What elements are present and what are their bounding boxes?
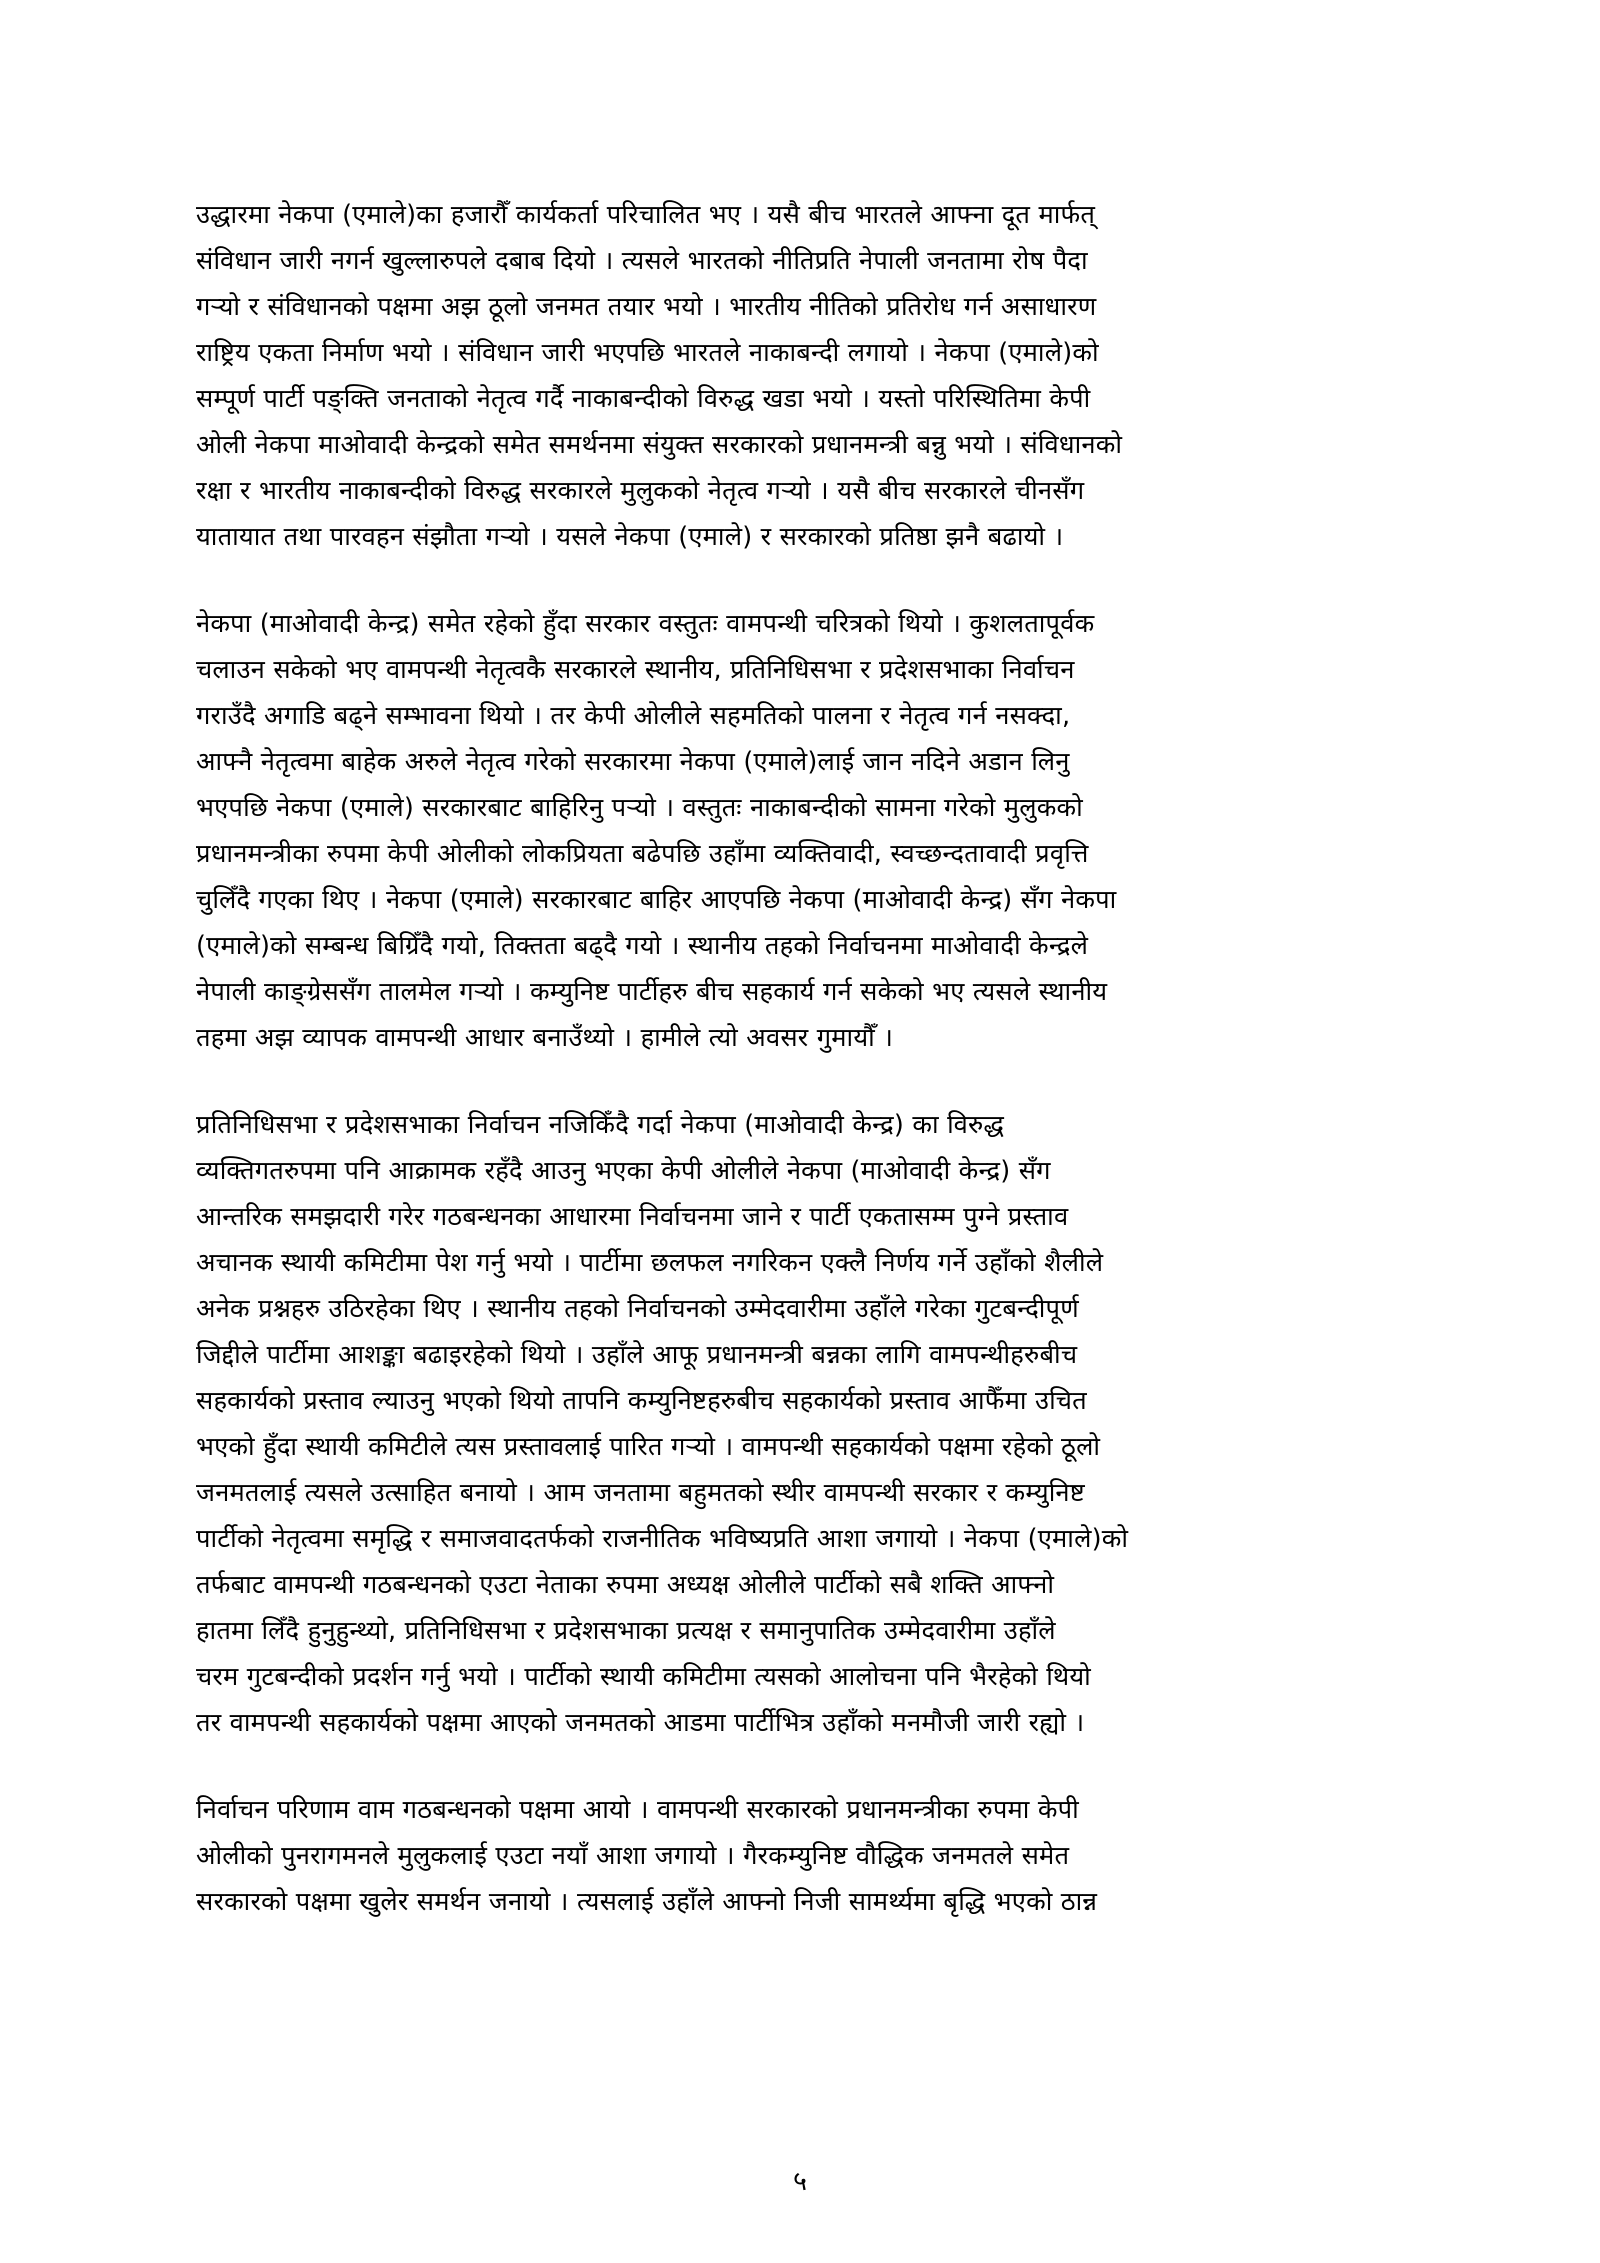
text-line: गऱ्यो र संविधानको पक्षमा अझ ठूलो जनमत तयार भयो । भारतीय नीतिको प्रतिरोध गर्न असाधारण — [196, 292, 1097, 322]
text-line: जिद्दीले पार्टीमा आशङ्का बढाइरहेको थियो । उहाँले आफू प्रधानमन्त्री बन्नका लागि वामपन्थीहरुबीच — [196, 1340, 1078, 1370]
text-line: पार्टीको नेतृत्वमा समृद्धि र समाजवादतर्फको राजनीतिक भविष्यप्रति आशा जगायो । नेकपा (एमाले)को — [196, 1524, 1129, 1554]
text-line: संविधान जारी नगर्न खुल्लारुपले दबाब दियो । त्यसले भारतको नीतिप्रति नेपाली जनतामा रोष पैदा — [196, 246, 1088, 276]
text-line: भएको हुँदा स्थायी कमिटीले त्यस प्रस्तावलाई पारित गऱ्यो । वामपन्थी सहकार्यको पक्षमा रहेको ठूलो — [196, 1432, 1101, 1462]
text-line: चुलिँदै गएका थिए । नेकपा (एमाले) सरकारबाट बाहिर आएपछि नेकपा (माओवादी केन्द्र) सँग नेकपा — [196, 885, 1117, 915]
text-line: तर वामपन्थी सहकार्यको पक्षमा आएको जनमतको आडमा पार्टीभित्र उहाँको मनमौजी जारी रह्यो । — [196, 1708, 1085, 1738]
text-line: जनमतलाई त्यसले उत्साहित बनायो । आम जनतामा बहुमतको स्थीर वामपन्थी सरकार र कम्युनिष्ट — [196, 1478, 1085, 1508]
text-line: रक्षा र भारतीय नाकाबन्दीको विरुद्ध सरकारले मुलुकको नेतृत्व गऱ्यो । यसै बीच सरकारले चीनसँग — [196, 476, 1085, 506]
text-line: उद्धारमा नेकपा (एमाले)का हजारौँ कार्यकर्ता परिचालित भए । यसै बीच भारतले आफ्ना दूत मार्फत् — [196, 200, 1096, 230]
text-line: नेकपा (माओवादी केन्द्र) समेत रहेको हुँदा सरकार वस्तुतः वामपन्थी चरित्रको थियो । कुशलतापूर्वक — [196, 609, 1095, 639]
text-line: ओलीको पुनरागमनले मुलुकलाई एउटा नयाँ आशा जगायो । गैरकम्युनिष्ट वौद्धिक जनमतले समेत — [196, 1841, 1070, 1871]
paragraph-3 — [196, 1102, 1406, 1746]
text-line: तर्फबाट वामपन्थी गठबन्धनको एउटा नेताका रुपमा अध्यक्ष ओलीले पार्टीको सबै शक्ति आफ्नो — [196, 1570, 1055, 1600]
text-line: निर्वाचन परिणाम वाम गठबन्धनको पक्षमा आयो । वामपन्थी सरकारको प्रधानमन्त्रीका रुपमा केपी — [196, 1795, 1079, 1825]
paragraph-4 — [196, 1787, 1406, 1925]
text-line: तहमा अझ व्यापक वामपन्थी आधार बनाउँथ्यो । हामीले त्यो अवसर गुमायौँ । — [196, 1023, 894, 1053]
body-text — [196, 192, 1406, 1966]
text-line: अचानक स्थायी कमिटीमा पेश गर्नु भयो । पार्टीमा छलफल नगरिकन एक्लै निर्णय गर्ने उहाँको शैलीले — [196, 1248, 1104, 1278]
text-line: राष्ट्रिय एकता निर्माण भयो । संविधान जारी भएपछि भारतले नाकाबन्दी लगायो । नेकपा (एमाले)को — [196, 338, 1099, 368]
text-line: अनेक प्रश्नहरु उठिरहेका थिए । स्थानीय तहको निर्वाचनको उम्मेदवारीमा उहाँले गरेका गुटबन्दीपूर्ण — [196, 1294, 1079, 1324]
text-line: (एमाले)को सम्बन्ध बिग्रिँदै गयो, तिक्तता बढ्दै गयो । स्थानीय तहको निर्वाचनमा माओवादी केन्द्रले — [196, 931, 1089, 961]
text-line: भएपछि नेकपा (एमाले) सरकारबाट बाहिरिनु पऱ्यो । वस्तुतः नाकाबन्दीको सामना गरेको मुलुकको — [196, 793, 1083, 823]
text-line: सहकार्यको प्रस्ताव ल्याउनु भएको थियो तापनि कम्युनिष्टहरुबीच सहकार्यको प्रस्ताव आफैँमा उचित — [196, 1386, 1087, 1416]
page-number: ५ — [792, 2166, 808, 2197]
text-line: सरकारको पक्षमा खुलेर समर्थन जनायो । त्यसलाई उहाँले आफ्नो निजी सामर्थ्यमा बृद्धि भएको ठान्न — [196, 1887, 1098, 1917]
text-line: प्रधानमन्त्रीका रुपमा केपी ओलीको लोकप्रियता बढेपछि उहाँमा व्यक्तिवादी, स्वच्छन्दतावादी प्रवृत्ति — [196, 839, 1089, 869]
text-line: प्रतिनिधिसभा र प्रदेशसभाका निर्वाचन नजिकिँदै गर्दा नेकपा (माओवादी केन्द्र) का विरुद्ध — [196, 1110, 1005, 1140]
text-line: आफ्नै नेतृत्वमा बाहेक अरुले नेतृत्व गरेको सरकारमा नेकपा (एमाले)लाई जान नदिने अडान लिनु — [196, 747, 1070, 777]
paragraph-2 — [196, 601, 1406, 1061]
text-line: हातमा लिँदै हुनुहुन्थ्यो, प्रतिनिधिसभा र प्रदेशसभाका प्रत्यक्ष र समानुपातिक उम्मेदवारीमा उहाँले — [196, 1616, 1056, 1646]
text-line: नेपाली काङ्ग्रेससँग तालमेल गऱ्यो । कम्युनिष्ट पार्टीहरु बीच सहकार्य गर्न सकेको भए त्यसले स्थानीय — [196, 977, 1108, 1007]
text-line: चलाउन सकेको भए वामपन्थी नेतृत्वकै सरकारले स्थानीय, प्रतिनिधिसभा र प्रदेशसभाका निर्वाचन — [196, 655, 1075, 685]
text-line: यातायात तथा पारवहन संझौता गऱ्यो । यसले नेकपा (एमाले) र सरकारको प्रतिष्ठा झनै बढायो । — [196, 522, 1064, 552]
text-line: चरम गुटबन्दीको प्रदर्शन गर्नु भयो । पार्टीको स्थायी कमिटीमा त्यसको आलोचना पनि भैरहेको थियो — [196, 1662, 1091, 1692]
text-line: गराउँदै अगाडि बढ्ने सम्भावना थियो । तर केपी ओलीले सहमतिको पालना र नेतृत्व गर्न नसक्दा, — [196, 701, 1071, 731]
text-line: आन्तरिक समझदारी गरेर गठबन्धनका आधारमा निर्वाचनमा जाने र पार्टी एकतासम्म पुग्ने प्रस्ताव — [196, 1202, 1069, 1232]
text-line: सम्पूर्ण पार्टी पङ्क्ति जनताको नेतृत्व गर्दै नाकाबन्दीको विरुद्ध खडा भयो । यस्तो परिस्थितिमा केपी — [196, 384, 1091, 414]
text-line: ओली नेकपा माओवादी केन्द्रको समेत समर्थनमा संयुक्त सरकारको प्रधानमन्त्री बन्नु भयो । संविधानको — [196, 430, 1123, 460]
paragraph-1 — [196, 192, 1406, 560]
text-line: व्यक्तिगतरुपमा पनि आक्रामक रहँदै आउनु भएका केपी ओलीले नेकपा (माओवादी केन्द्र) सँग — [196, 1156, 1051, 1186]
